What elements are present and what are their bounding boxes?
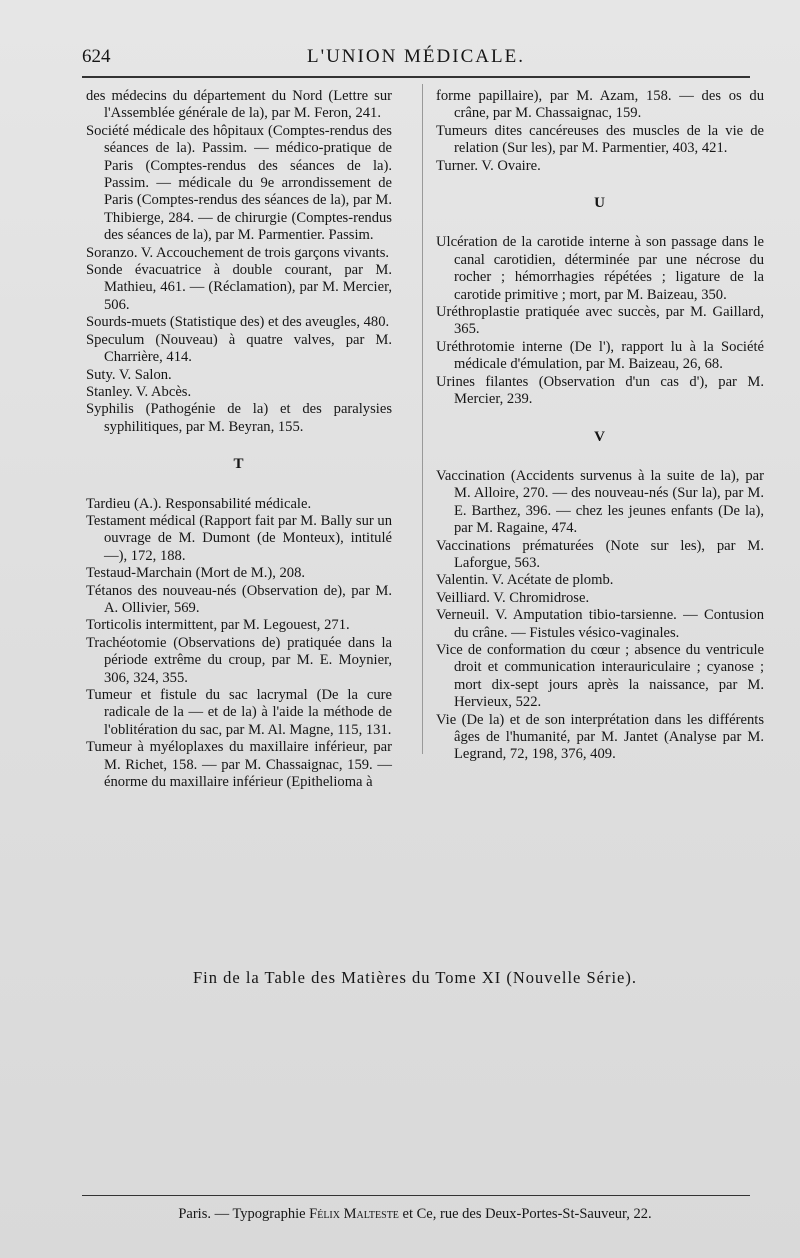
index-entry: Veilliard. V. Chromidrose. [436,589,590,606]
index-entry: Sourds-muets (Statistique des) et des aveugles, 480. [86,314,390,331]
index-entry: Vice de conformation du cœur ; absence du ventricule droit et communication interauriculaire ; cyanose ; mort dix-sept jours après la naissance, par M. Hervieux, 522. [436,641,764,711]
running-title: L'UNION MÉDICALE. [307,46,525,67]
page-header [82,42,750,74]
index-entry: Testament médical (Rapport fait par M. Bally sur un ouvrage de M. Dumont (de Monteux), intitulé—), 172, 188. [86,512,392,564]
index-entry: Vie (De la) et de son interprétation dans les différents âges de l'humanité, par M. Jantet (Analyse par M. Legrand, 72, 198, 376, 409. [436,711,764,763]
index-entry: Urines filantes (Observation d'un cas d'), par M. Mercier, 239. [436,373,764,408]
index-entry: Syphilis (Pathogénie de la) et des paralysies syphilitiques, par M. Beyran, 155. [86,401,392,435]
index-entry: Valentin. V. Acétate de plomb. [436,572,614,589]
index-entry: Société médicale des hôpitaux (Comptes-rendus des séances de la). Passim. — médico-pratique de Paris (Comptes-rendus des séances de la). Passim. — médicale du 9e arrondissement de Paris (Comptes-rendus des séances de la), par M. Thibierge, 284. — de chirurgie (Comptes-rendus des séances de la), par M. Parmentier. Passim. [86,122,392,244]
index-entry: Tétanos des nouveau-nés (Observation de), par M. A. Ollivier, 569. [86,582,392,616]
index-entry: Tumeur et fistule du sac lacrymal (De la cure radicale de la — et de la) à l'aide la méthode de l'oblitération du sac, par M. Al. Magne, 115, 131. [86,687,392,738]
header-rule [82,76,750,78]
section-letter-u: U [594,195,606,212]
index-entry: Tumeur à myéloplaxes du maxillaire inférieur, par M. Richet, 158. — par M. Chassaignac, 159. — énorme du maxillaire inférieur (Epithelioma à [86,739,392,791]
index-entry: Trachéotomie (Observations de) pratiquée dans la période extrême du croup, par M. E. Moynier, 306, 324, 355. [86,634,392,686]
index-entry: Tumeurs dites cancéreuses des muscles de la vie de relation (Sur les), par M. Parmentier, 403, 421. [436,122,764,157]
page-number: 624 [82,46,111,67]
index-entry: Ulcération de la carotide interne à son passage dans le canal carotidien, déterminée par une nécrose du rocher ; hémorrhagies répétées ; ligature de la carotide primitive ; mort, par M. Baizeau, 350. [436,234,764,303]
imprint-printer-name: Félix Malteste [309,1206,399,1222]
column-divider [422,84,423,754]
index-entry: Suty. V. Salon. [86,366,172,383]
index-entry: Uréthroplastie pratiquée avec succès, par M. Gaillard, 365. [436,304,764,338]
index-entry: Testaud-Marchain (Mort de M.), 208. [86,565,306,582]
index-entry: Verneuil. V. Amputation tibio-tarsienne. — Contusion du crâne. — Fistules vésico-vaginales. [436,607,764,641]
printer-imprint [80,1206,750,1223]
right-column [436,88,764,764]
index-entry: Vaccination (Accidents survenus à la suite de la), par M. Alloire, 270. — des nouveau-nés (Sur la), par M. E. Barthez, 396. — chez les jeunes enfants (De la), par M. Ragaine, 474. [436,467,764,537]
end-of-table-title: Fin de la Table des Matières du Tome XI (Nouvelle Série). [192,968,638,987]
index-entry: Vaccinations prématurées (Note sur les), par M. Laforgue, 563. [436,537,764,571]
index-entry: Tardieu (A.). Responsabilité médicale. [86,495,312,512]
imprint-suffix: et Ce, rue des Deux-Portes-St-Sauveur, 22. [398,1206,652,1222]
index-entry: Soranzo. V. Accouchement de trois garçons vivants. [86,244,390,261]
imprint-prefix: Paris. — Typographie [178,1206,310,1222]
index-entry: Stanley. V. Abcès. [86,383,192,400]
index-entry: Speculum (Nouveau) à quatre valves, par M. Charrière, 414. [86,331,392,366]
section-letter-v: V [594,428,606,445]
section-letter-t: T [233,456,245,473]
index-entry: Torticolis intermittent, par M. Legouest, 271. [86,617,350,634]
index-entry: Uréthrotomie interne (De l'), rapport lu à la Société médicale d'émulation, par M. Baizeau, 26, 68. [436,338,764,373]
index-entry: forme papillaire), par M. Azam, 158. — des os du crâne, par M. Chassaignac, 159. [436,88,764,122]
footer-rule [82,1195,750,1196]
index-entry: des médecins du département du Nord (Lettre sur l'Assemblée générale de la), par M. Feron, 241. [86,88,392,122]
left-column [86,88,392,791]
index-entry: Turner. V. Ovaire. [436,157,541,174]
index-entry: Sonde évacuatrice à double courant, par M. Mathieu, 461. — (Réclamation), par M. Mercier, 506. [86,262,392,313]
